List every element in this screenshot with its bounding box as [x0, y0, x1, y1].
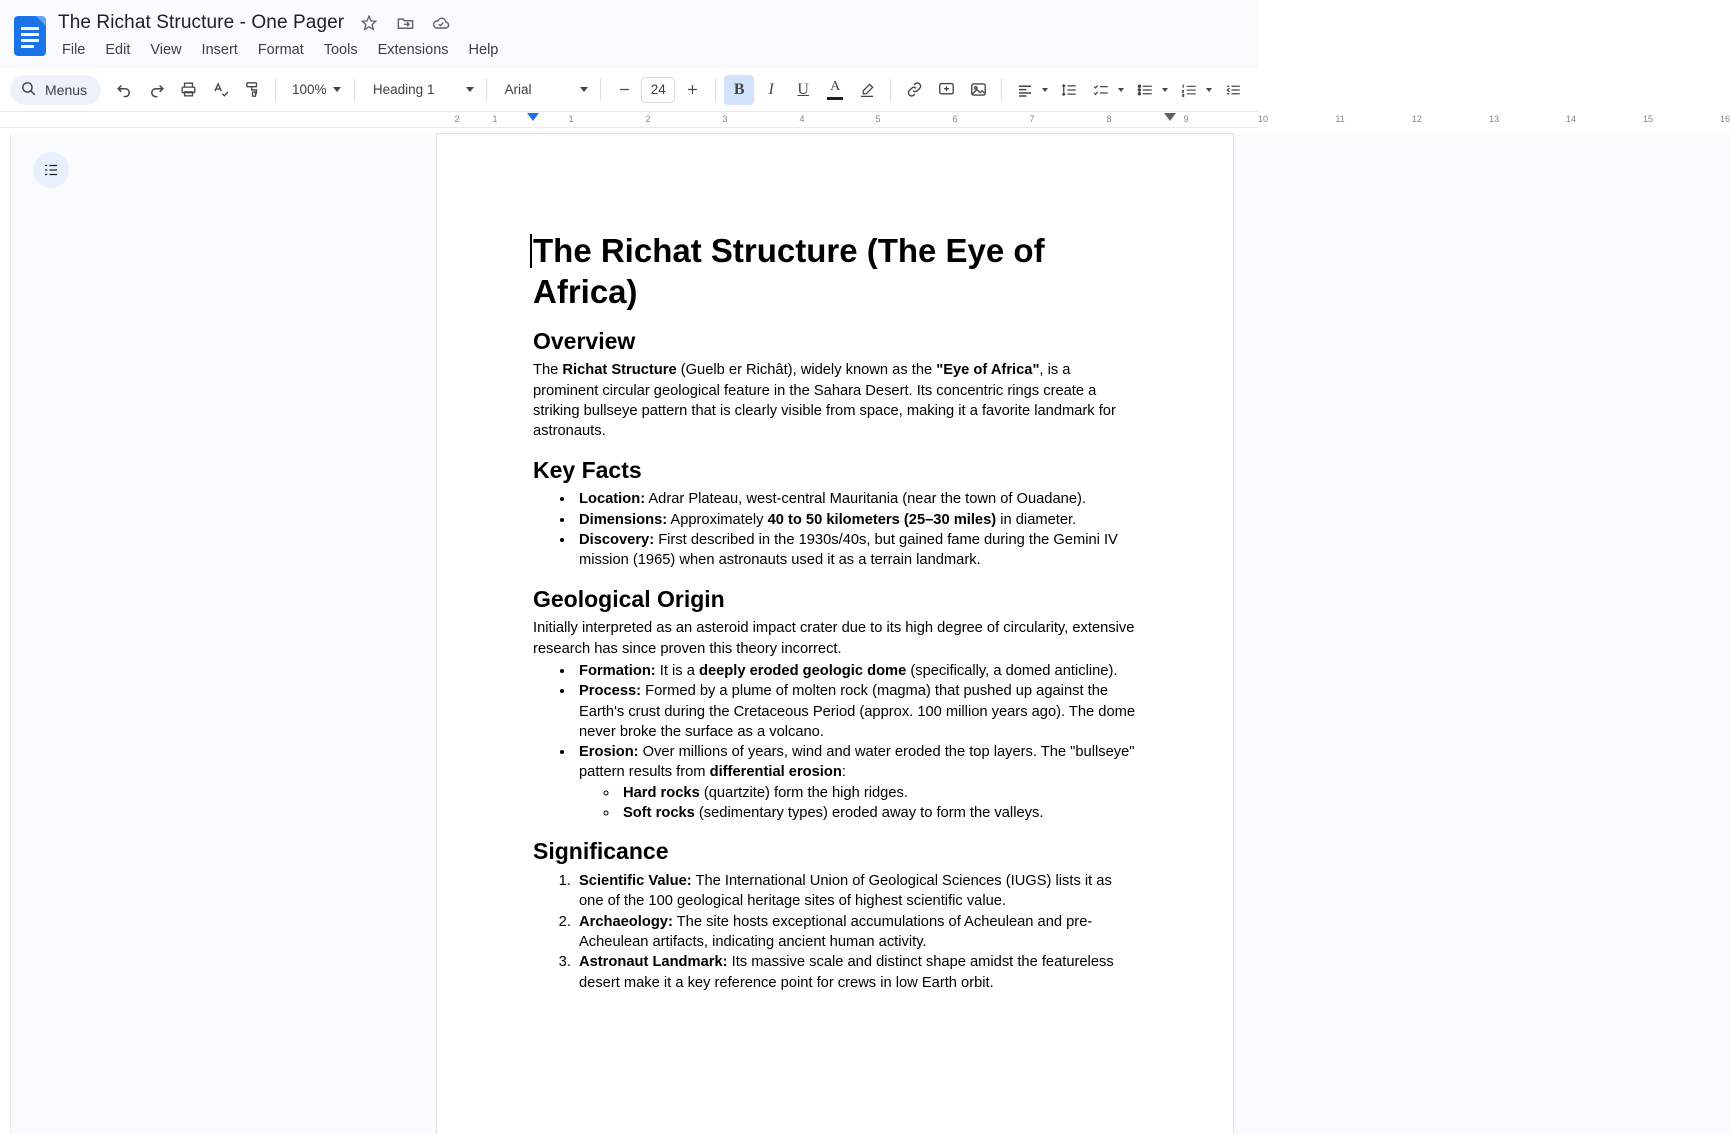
heading-geological-origin[interactable]: Geological Origin: [533, 585, 725, 612]
document-title[interactable]: The Richat Structure - One Pager: [58, 12, 345, 33]
menus-search-button[interactable]: [10, 75, 101, 105]
ruler-tick: 11: [1335, 114, 1345, 124]
toolbar-divider: [275, 79, 276, 101]
ruler-tick: 14: [1565, 114, 1577, 124]
chevron-down-icon[interactable]: [1042, 88, 1048, 92]
chevron-down-icon: [580, 87, 588, 92]
list-significance[interactable]: [533, 871, 1137, 993]
left-indent-marker[interactable]: [527, 113, 539, 121]
numbered-list-button[interactable]: [1174, 75, 1204, 105]
text-color-button[interactable]: A: [820, 75, 850, 105]
move-to-folder-icon[interactable]: [394, 12, 416, 34]
spelling-check-button[interactable]: [205, 75, 235, 105]
ruler-tick: 12: [1411, 114, 1423, 124]
menu-bar: [58, 41, 500, 59]
workspace: [0, 134, 1730, 1134]
ruler-tick: 15: [1642, 114, 1654, 124]
ruler-tick: 7: [1029, 114, 1035, 124]
menu-help[interactable]: Help: [468, 42, 499, 58]
text-cursor: [530, 234, 532, 268]
list-item[interactable]: [575, 742, 1137, 823]
redo-button[interactable]: [141, 75, 171, 105]
list-item[interactable]: • Process: Formed by a plume of molten rock (magma) that pushed up against the Earth's crust during the Cretaceous Period (approx. 100 million years ago). The dome never broke the surface as a volcano.: [575, 681, 1137, 742]
menus-label: Menus: [45, 81, 88, 98]
heading-key-facts[interactable]: Key Facts: [533, 456, 642, 483]
font-family-select[interactable]: [494, 75, 592, 105]
ruler-tick: 8: [1106, 114, 1112, 124]
chevron-down-icon[interactable]: [1118, 88, 1124, 92]
toolbar-divider: [715, 79, 716, 101]
cloud-saved-icon[interactable]: [430, 12, 452, 34]
toolbar: [0, 68, 1258, 112]
doc-title-text: The Richat Structure (The Eye of Africa): [533, 232, 1045, 311]
ruler-tick: 1: [568, 114, 574, 124]
star-icon[interactable]: [358, 12, 380, 34]
italic-button[interactable]: I: [768, 80, 774, 98]
paragraph-style-value: Heading 1: [372, 82, 435, 97]
doc-title-heading[interactable]: [533, 230, 1137, 313]
right-indent-marker[interactable]: [1164, 113, 1176, 121]
zoom-level-select[interactable]: [284, 75, 346, 105]
ruler-tick: 10: [1257, 114, 1269, 124]
list-item[interactable]: ◦ Hard rocks (quartzite) form the high ridges.: [619, 783, 1137, 803]
ruler-scale: [437, 112, 1730, 127]
document-outline-pane: [11, 134, 437, 1134]
insert-link-button[interactable]: [899, 75, 929, 105]
menu-file[interactable]: File: [62, 42, 86, 58]
list-item[interactable]: • Discovery: First described in the 1930s/40s, but gained fame during the Gemini IV mission (1965) when astronauts used it as a terrain landmark.: [575, 530, 1137, 571]
menu-format[interactable]: Format: [257, 42, 304, 58]
list-geological-origin[interactable]: [533, 661, 1137, 823]
toolbar-divider: [486, 79, 487, 101]
paragraph-geological-origin[interactable]: Initially interpreted as an asteroid impact crater due to its high degree of circularity, extensive research has since proven this theory incorrect.: [533, 620, 1135, 657]
heading-overview[interactable]: Overview: [533, 327, 636, 354]
list-key-facts[interactable]: [533, 489, 1137, 570]
ruler-tick: 3: [722, 114, 728, 124]
show-outline-button[interactable]: [33, 152, 69, 188]
search-icon: [20, 80, 37, 100]
undo-button[interactable]: [109, 75, 139, 105]
ruler-tick: 13: [1488, 114, 1500, 124]
decrease-indent-button[interactable]: [1218, 75, 1248, 105]
list-item[interactable]: • Dimensions: Approximately 40 to 50 kilometers (25–30 miles) in diameter.: [575, 510, 1137, 530]
menu-extensions[interactable]: Extensions: [377, 42, 449, 58]
highlight-color-button[interactable]: [852, 75, 882, 105]
heading-significance[interactable]: Significance: [533, 838, 669, 865]
ruler-tick: 1: [492, 114, 498, 124]
print-button[interactable]: [173, 75, 203, 105]
list-item[interactable]: ◦ Soft rocks (sedimentary types) eroded away to form the valleys.: [619, 803, 1137, 823]
decrease-font-size-button[interactable]: [609, 75, 639, 105]
underline-button[interactable]: U: [797, 80, 809, 98]
toolbar-divider: [890, 79, 891, 101]
ruler-tick: 6: [952, 114, 958, 124]
insert-image-button[interactable]: [963, 75, 993, 105]
sublist-erosion[interactable]: [579, 783, 1137, 824]
menu-edit[interactable]: Edit: [105, 42, 131, 58]
menu-view[interactable]: View: [150, 42, 182, 58]
line-spacing-button[interactable]: [1054, 75, 1084, 105]
list-item-text: Erosion: Over millions of years, wind and water eroded the top layers. The "bullseye" pattern results from differential erosion:: [579, 744, 1135, 781]
left-rail: [0, 134, 11, 1134]
ruler-left: [0, 112, 460, 127]
ruler-tick: 16: [1719, 114, 1730, 124]
ruler-tick: 9: [1183, 114, 1189, 124]
list-item[interactable]: 3. Astronaut Landmark: Its massive scale and distinct shape amidst the featureless desert make it a key reference point for crews in low Earth orbit.: [575, 952, 1137, 993]
increase-font-size-button[interactable]: [677, 75, 707, 105]
font-size-input[interactable]: 24: [641, 77, 675, 103]
menu-tools[interactable]: Tools: [323, 42, 358, 58]
chevron-down-icon[interactable]: [1162, 88, 1168, 92]
ruler-tick: 4: [799, 114, 805, 124]
toolbar-divider: [600, 79, 601, 101]
zoom-value: 100%: [291, 82, 327, 97]
paragraph-style-select[interactable]: [363, 75, 478, 105]
toolbar-divider: [1001, 79, 1002, 101]
document-page[interactable]: [437, 134, 1233, 1134]
document-scroll-area[interactable]: [437, 134, 1730, 1134]
menu-insert[interactable]: Insert: [201, 42, 238, 58]
chevron-down-icon: [466, 87, 474, 92]
paint-format-button[interactable]: [237, 75, 267, 105]
chevron-down-icon: [333, 87, 341, 92]
list-item[interactable]: • Location: Adrar Plateau, west-central Mauritania (near the town of Ouadane).: [575, 489, 1137, 509]
list-item[interactable]: 2. Archaeology: The site hosts exceptional accumulations of Acheulean and pre-Acheulean artifacts, indicating ancient human activity.: [575, 912, 1137, 953]
add-comment-button[interactable]: [931, 75, 961, 105]
ruler[interactable]: [0, 112, 1730, 128]
title-bar: [0, 0, 1258, 68]
checklist-button[interactable]: [1086, 75, 1116, 105]
toolbar-divider: [354, 79, 355, 101]
list-item[interactable]: 1. Scientific Value: The International Union of Geological Sciences (IUGS) lists it as one of the 100 geological heritage sites of highest scientific value.: [575, 871, 1137, 912]
google-docs-logo-icon: [10, 14, 50, 54]
bulleted-list-button[interactable]: [1130, 75, 1160, 105]
paragraph-overview[interactable]: The Richat Structure (Guelb er Richât), widely known as the "Eye of Africa", is a prominent circular geological feature in the Sahara Desert. Its concentric rings create a striking bullseye pattern that is clearly visible from space, making it a favorite landmark for astronauts.: [533, 362, 1116, 440]
font-family-value: Arial: [504, 82, 532, 97]
list-item[interactable]: • Formation: It is a deeply eroded geologic dome (specifically, a domed anticline).: [575, 661, 1137, 681]
bold-button[interactable]: B: [724, 75, 754, 105]
align-button[interactable]: [1010, 75, 1040, 105]
ruler-tick: 5: [875, 114, 881, 124]
ruler-tick: 2: [454, 114, 460, 124]
chevron-down-icon[interactable]: [1206, 88, 1212, 92]
ruler-tick: 2: [645, 114, 651, 124]
